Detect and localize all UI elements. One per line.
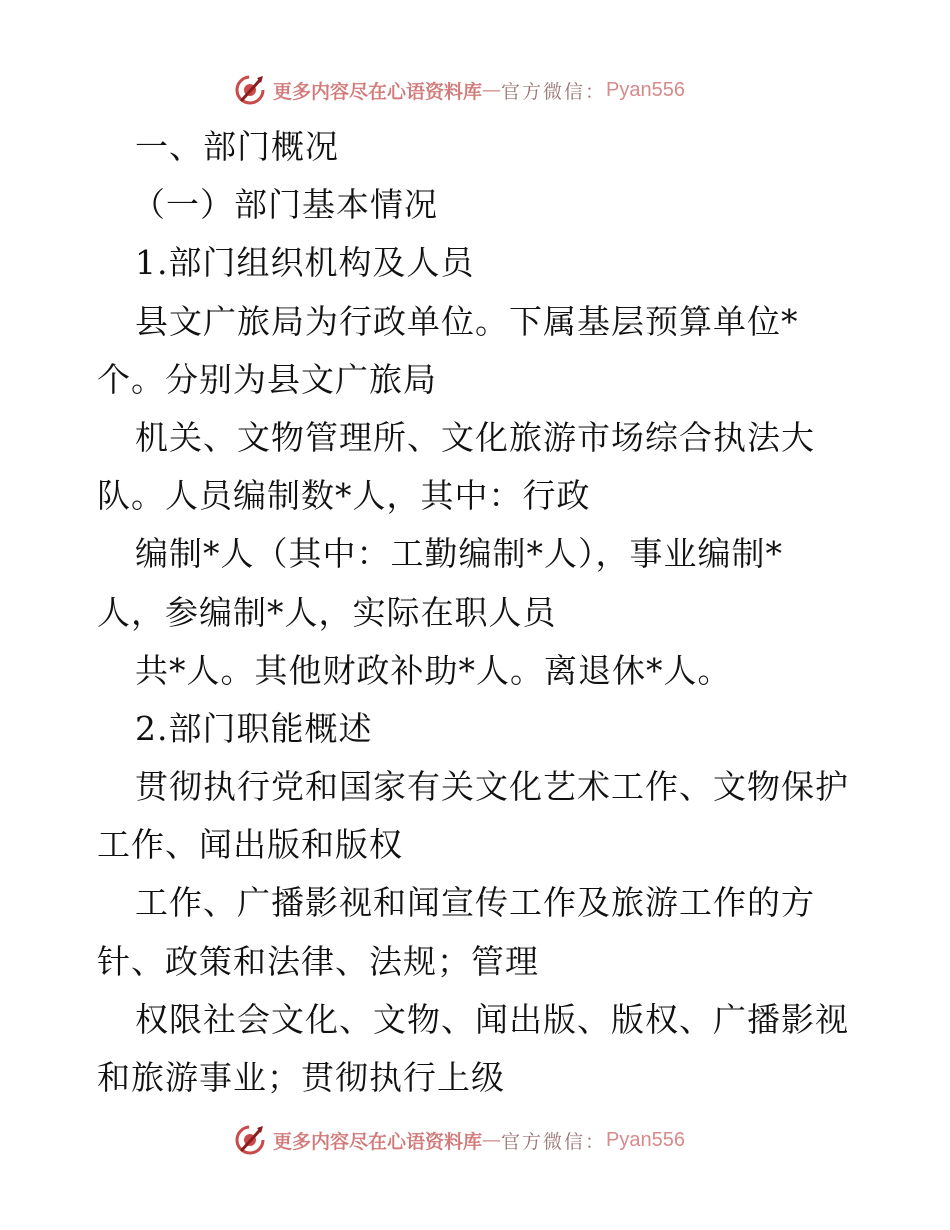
paragraph-line: 人，参编制*人，实际在职人员 bbox=[97, 592, 557, 632]
paragraph-line: 针、政策和法律、法规；管理 bbox=[97, 941, 539, 981]
heading-subsection-1: （一）部门基本情况 bbox=[132, 185, 438, 225]
watermark-dash: — bbox=[482, 1129, 502, 1151]
paragraph-line: 个。分别为县文广旅局 bbox=[97, 359, 437, 399]
pen-logo-icon bbox=[233, 1123, 267, 1157]
header-watermark bbox=[233, 70, 685, 110]
footer-watermark bbox=[233, 1120, 685, 1160]
watermark-official-label: 官方微信： bbox=[501, 80, 607, 103]
paragraph-line: 县文广旅局为行政单位。下属基层预算单位* bbox=[135, 301, 799, 341]
pen-logo-icon bbox=[233, 73, 267, 107]
document-body bbox=[97, 118, 857, 1107]
paragraph-line: 和旅游事业；贯彻执行上级 bbox=[97, 1058, 505, 1097]
heading-item-2: 2.部门职能概述 bbox=[135, 708, 373, 748]
watermark-official-label: 官方微信： bbox=[501, 1130, 607, 1153]
watermark-id: Pyan556 bbox=[606, 1128, 685, 1151]
paragraph-line: 工作、广播影视和闻宣传工作及旅游工作的方 bbox=[135, 883, 815, 923]
paragraph-line: 编制*人（其中：工勤编制*人），事业编制* bbox=[135, 534, 783, 574]
paragraph-line: 权限社会文化、文物、闻出版、版权、广播影视 bbox=[135, 999, 849, 1039]
paragraph-line: 工作、闻出版和版权 bbox=[97, 825, 403, 865]
heading-section-1: 一、部门概况 bbox=[135, 127, 339, 166]
paragraph-line: 机关、文物管理所、文化旅游市场综合执法大 bbox=[135, 417, 815, 457]
watermark-dash: — bbox=[482, 79, 502, 101]
heading-item-1: 1.部门组织机构及人员 bbox=[135, 243, 475, 283]
watermark-text: 更多内容尽在心语资料库 bbox=[273, 80, 483, 103]
watermark-text: 更多内容尽在心语资料库 bbox=[273, 1130, 483, 1153]
paragraph-line: 队。人员编制数*人，其中：行政 bbox=[97, 476, 591, 516]
watermark-id: Pyan556 bbox=[606, 78, 685, 101]
paragraph-line: 共*人。其他财政补助*人。离退休*人。 bbox=[135, 650, 732, 690]
paragraph-line: 贯彻执行党和国家有关文化艺术工作、文物保护 bbox=[135, 767, 849, 807]
